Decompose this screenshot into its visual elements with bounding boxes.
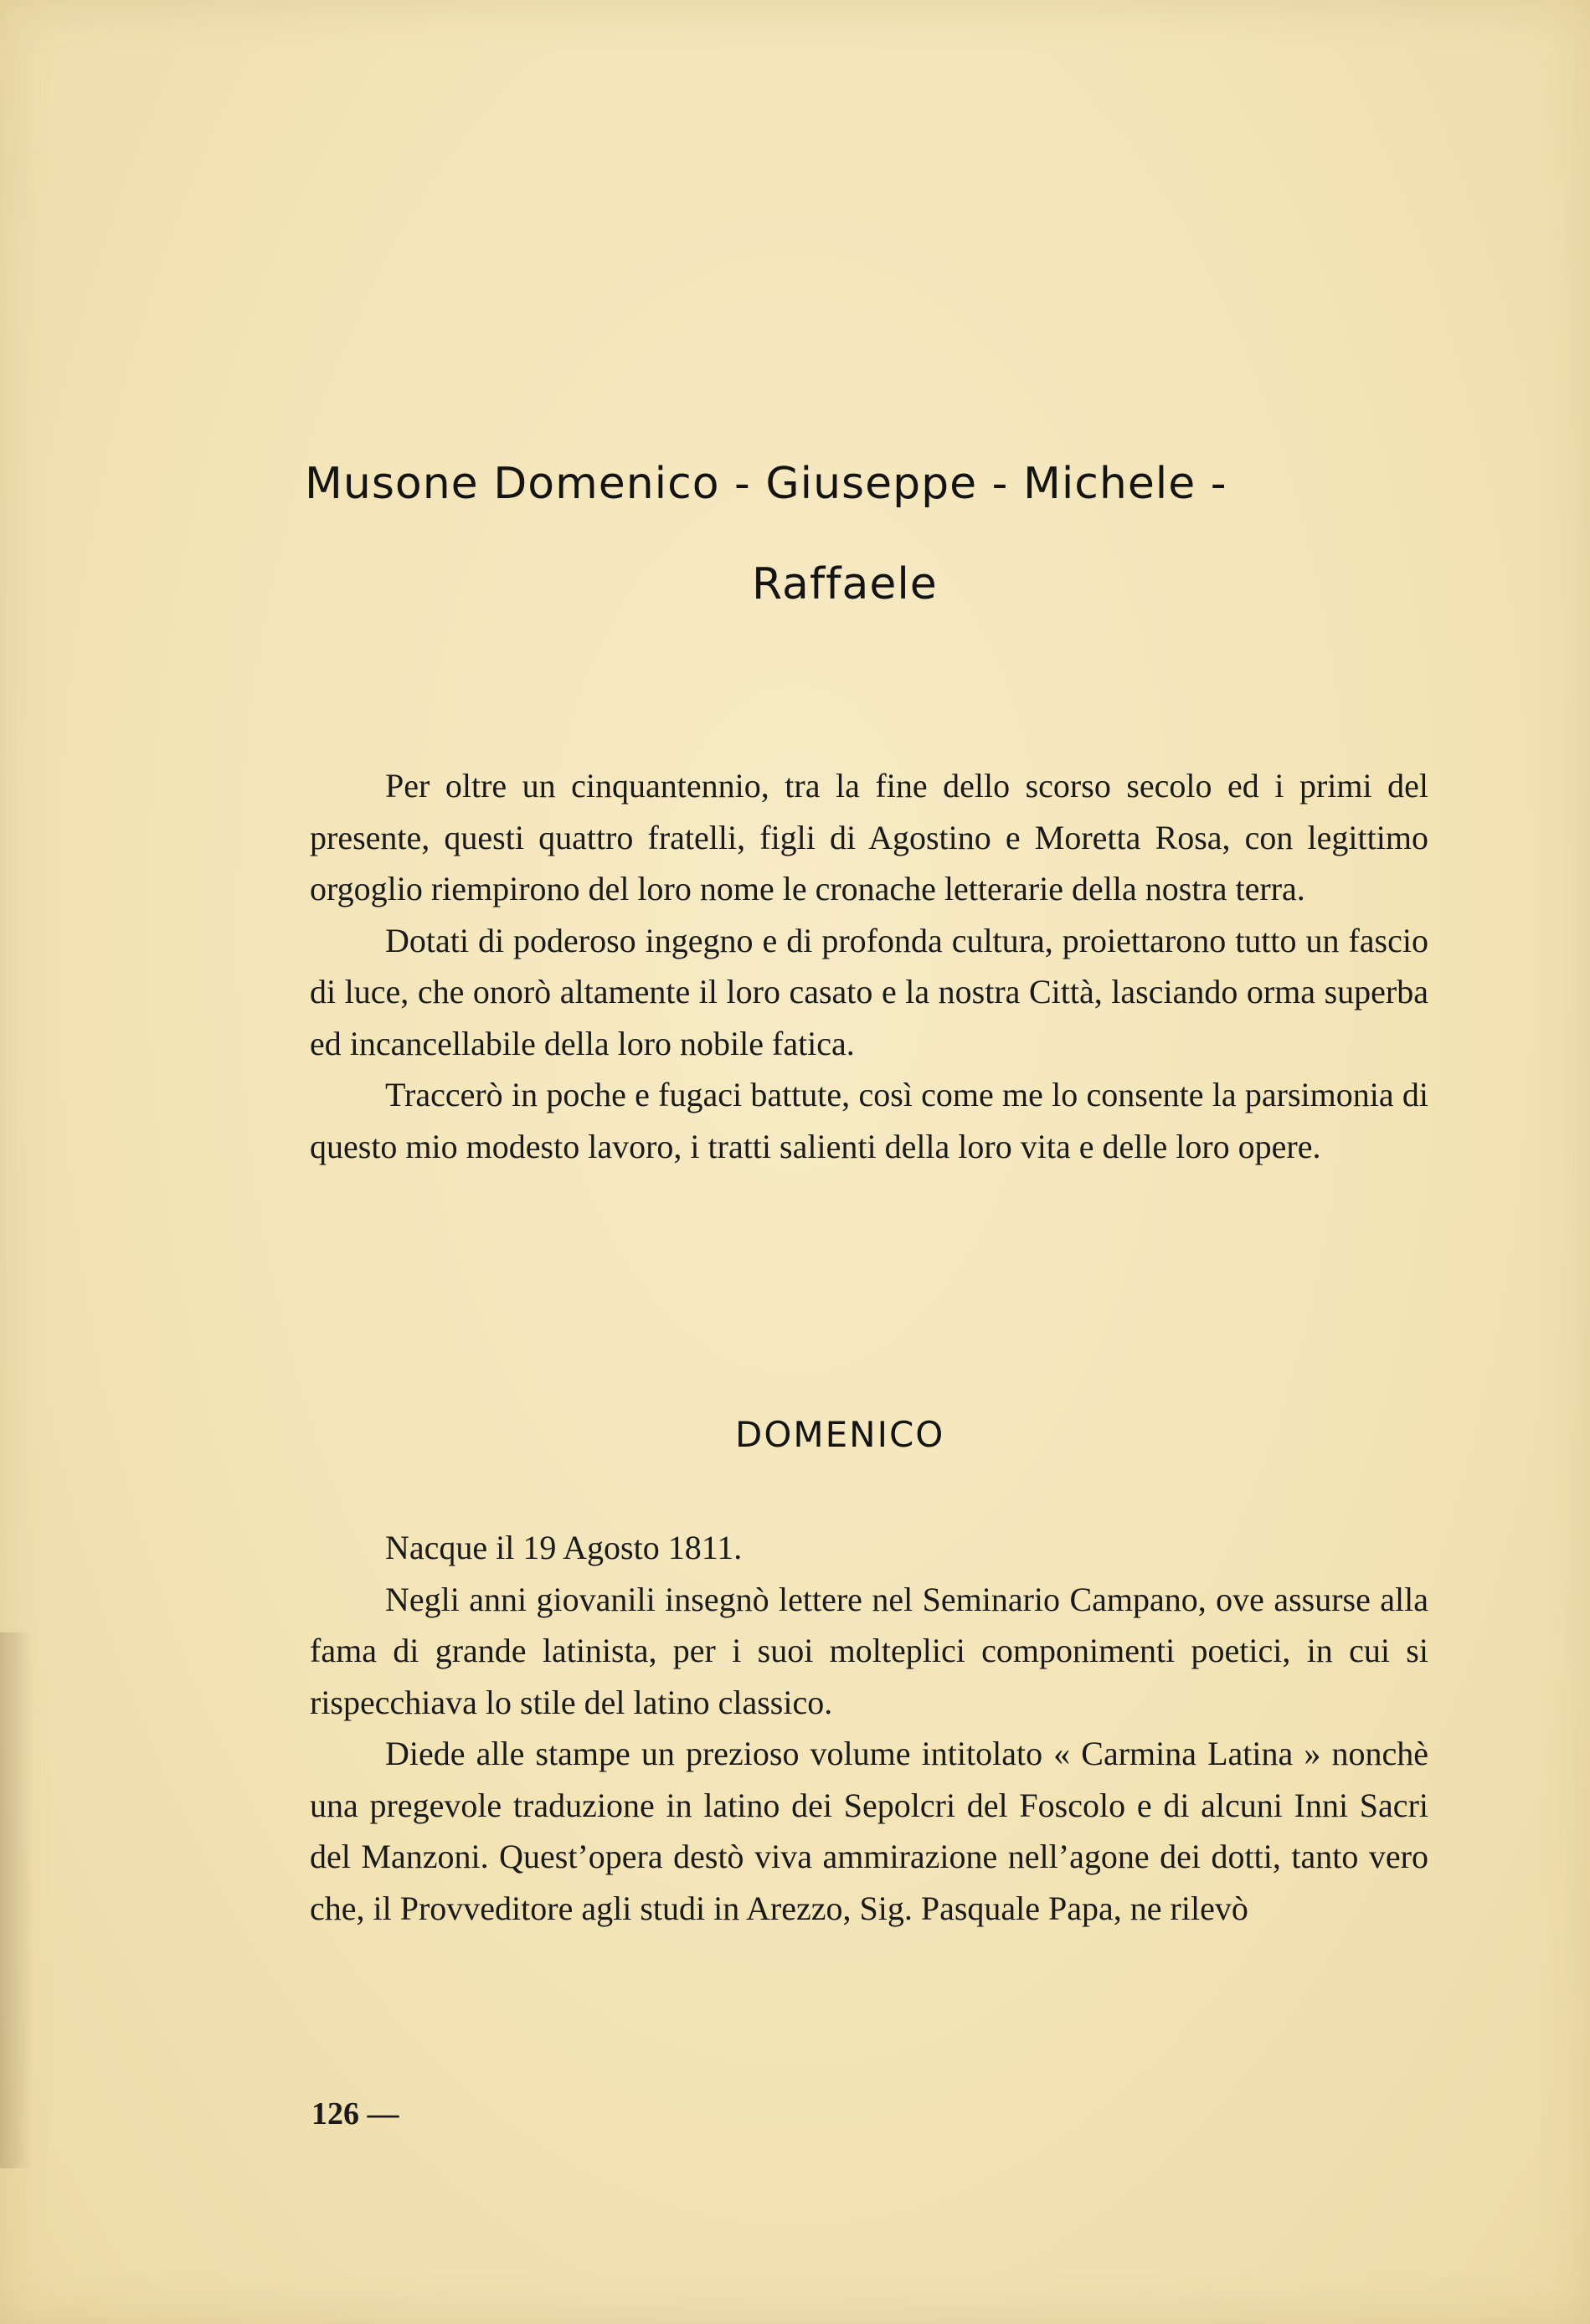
intro-text	[310, 760, 1428, 1172]
intro-paragraph: Traccerò in poche e fugaci battute, così come me lo consente la parsimonia di questo mio modesto lavoro, i tratti salienti della loro vita e delle loro opere.	[310, 1076, 1428, 1165]
section-paragraph: Diede alle stampe un prezioso volume intitolato « Carmina Latina » nonchè una pregevole traduzione in latino dei Sepolcri del Foscolo e di alcuni Inni Sacri del Manzoni. Quest’opera destò viva ammirazione nell’agone dei dotti, tanto vero che, il Provveditore agli studi in Arezzo, Sig. Pasquale Papa, ne rilevò	[310, 1735, 1428, 1927]
intro-paragraph: Dotati di poderoso ingegno e di profonda cultura, proiettarono tutto un fascio di luce, che onorò altamente il loro casato e la nostra Città, lasciando orma superba ed incancellabile della loro nobile fatica.	[310, 921, 1428, 1062]
article-title-line-2: Raffaele	[752, 559, 938, 609]
section-heading: DOMENICO	[735, 1414, 945, 1455]
section-text	[310, 1522, 1428, 1934]
page-number: 126 —	[311, 2096, 399, 2131]
intro-paragraph: Per oltre un cinquantennio, tra la fine dello scorso secolo ed i primi del presente, questi quattro fratelli, figli di Agostino e Moretta Rosa, con legittimo orgoglio riempirono del loro nome le cronache letterarie della nostra terra.	[310, 767, 1428, 907]
article-title-line-1: Musone Domenico - Giuseppe - Michele -	[305, 459, 1227, 509]
paper-edge-wear	[0, 1632, 33, 2168]
section-paragraph: Negli anni giovanili insegnò lettere nel Seminario Campano, ove assurse alla fama di grande latinista, per i suoi molteplici componimenti poetici, in cui si rispecchiava lo stile del latino classico.	[310, 1580, 1428, 1721]
section-paragraph: Nacque il 19 Agosto 1811.	[385, 1529, 743, 1566]
